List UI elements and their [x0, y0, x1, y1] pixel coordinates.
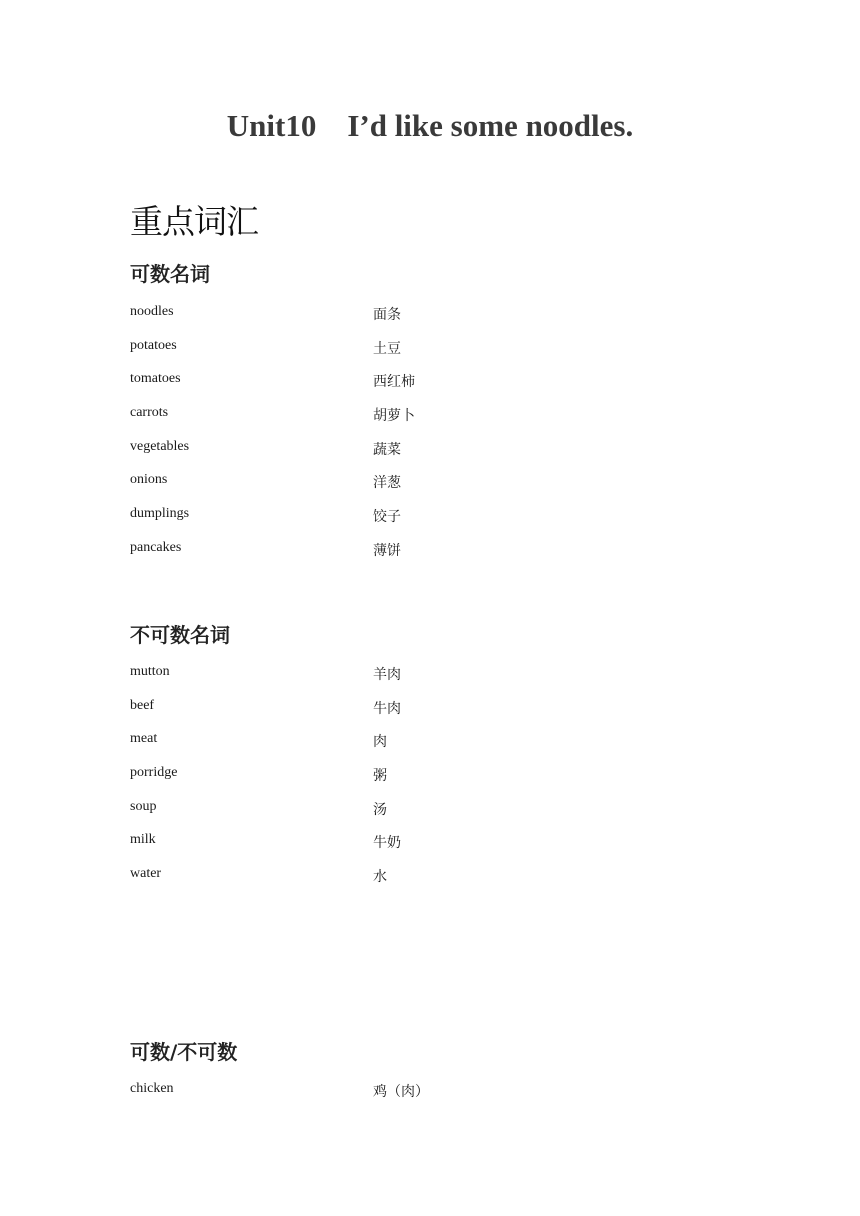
vocab-english: carrots [130, 405, 169, 421]
vocab-row [130, 664, 630, 698]
vocab-chinese: 羊肉 [373, 667, 401, 683]
vocab-chinese: 牛奶 [373, 835, 401, 852]
vocab-row [130, 405, 630, 439]
vocab-english: milk [130, 832, 156, 848]
vocab-english: water [130, 866, 162, 882]
vocab-row [130, 731, 630, 765]
vocab-row [130, 371, 630, 405]
vocab-row [130, 304, 630, 338]
group-heading-uncountable: 不可数名词 [130, 623, 230, 647]
vocab-row [130, 472, 630, 506]
vocab-english: dumplings [130, 506, 190, 522]
vocab-english: porridge [130, 765, 178, 781]
vocab-row [130, 1081, 630, 1115]
vocab-english: pancakes [130, 539, 182, 555]
vocab-english: meat [130, 731, 158, 747]
vocab-chinese: 蔬菜 [373, 441, 401, 458]
vocab-list-countable [130, 304, 630, 574]
vocab-chinese: 洋葱 [373, 475, 401, 492]
vocab-row [130, 506, 630, 540]
vocab-chinese: 土豆 [373, 340, 401, 357]
vocab-chinese: 薄饼 [373, 542, 401, 559]
vocab-english: potatoes [130, 337, 177, 353]
vocab-chinese: 鸡（肉） [373, 1084, 429, 1100]
group-heading-countable: 可数名词 [130, 262, 210, 286]
vocab-english: onions [130, 472, 168, 488]
vocab-list-countable-uncountable [130, 1081, 630, 1115]
group-heading-countable-uncountable: 可数/不可数 [130, 1040, 238, 1064]
vocab-chinese: 汤 [373, 801, 387, 818]
vocab-list-uncountable [130, 664, 630, 900]
vocab-chinese: 粥 [373, 768, 387, 785]
vocab-row [130, 439, 630, 473]
vocab-chinese: 牛肉 [373, 700, 401, 717]
vocab-chinese: 水 [373, 869, 387, 886]
vocab-row [130, 765, 630, 799]
vocab-chinese: 面条 [373, 307, 401, 323]
vocab-row [130, 799, 630, 833]
vocab-english: tomatoes [130, 371, 181, 387]
vocab-chinese: 胡萝卜 [373, 408, 415, 425]
vocab-english: noodles [130, 304, 174, 319]
vocab-row [130, 698, 630, 732]
vocab-english: beef [130, 697, 155, 713]
vocab-english: soup [130, 798, 157, 814]
vocab-row [130, 540, 630, 574]
vocab-row [130, 338, 630, 372]
section-heading-key-vocabulary: 重点词汇 [130, 202, 258, 241]
vocab-english: chicken [130, 1081, 174, 1096]
vocab-row [130, 832, 630, 866]
vocab-chinese: 饺子 [373, 509, 401, 526]
document-title: Unit10 I’d like some noodles. [226, 108, 634, 143]
vocab-chinese: 西红柿 [373, 374, 415, 391]
vocab-english: mutton [130, 664, 170, 679]
vocab-english: vegetables [130, 438, 190, 454]
vocab-row [130, 866, 630, 900]
vocab-chinese: 肉 [373, 734, 387, 751]
